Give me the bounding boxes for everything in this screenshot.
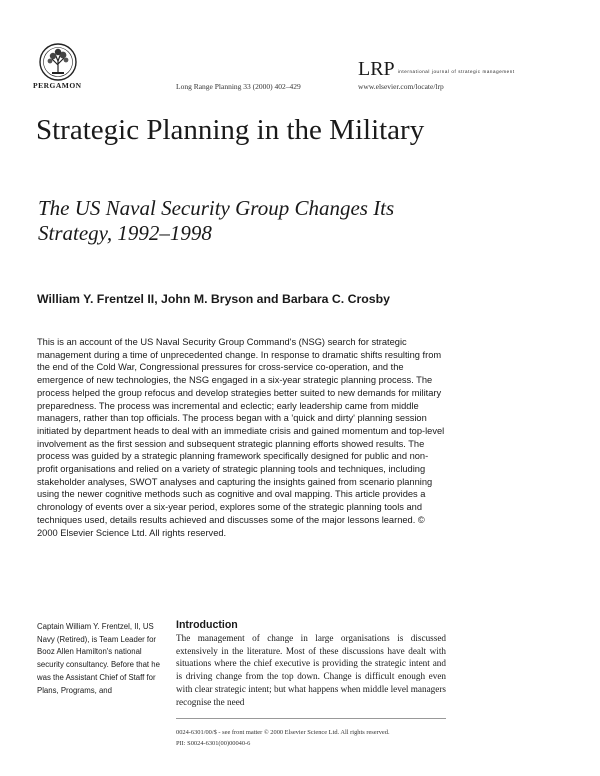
copyright-line: 0024-6301/00/$ - see front matter © 2000 Elsevier Science Ltd. All rights reserved. — [176, 729, 390, 736]
publisher-logo — [38, 42, 78, 82]
journal-logo-tagline: international journal of strategic management — [397, 69, 515, 74]
article-subtitle: The US Naval Security Group Changes Its Strategy, 1992–1998 — [38, 196, 395, 245]
pii-line: PII: S0024-6301(00)00040-6 — [176, 740, 251, 747]
journal-logo — [358, 58, 515, 81]
article-authors: William Y. Frentzel II, John M. Bryson and Barbara C. Crosby — [37, 292, 390, 306]
footer-divider — [176, 718, 446, 719]
journal-citation: Long Range Planning 33 (2000) 402–429 — [176, 82, 301, 91]
journal-logo-mark: LRP — [358, 58, 395, 80]
article-title: Strategic Planning in the Military — [36, 114, 425, 146]
elsevier-tree-logo-icon — [38, 42, 78, 82]
section-heading-introduction: Introduction — [176, 619, 238, 631]
abstract: This is an account of the US Naval Security Group Command's (NSG) search for strategic management during a time of unprecedented change. In response to dramatic shifts resulting from the end of the Cold War, Congressional pressures for cross-service co-operation, and the emergence of new technologies, the NSG engaged in a six-year strategic planning process. The process helped the group refocus and develop strategies better suited to new demands for military preparedness. The process was incremental and eclectic; early leadership came from middle managers, rather than top officials. The process began with a 'quick and dirty' planning session initiated by department heads to deal with an immediate crisis and gained momentum and top-level involvement as the first session and subsequent strategic planning efforts showed results. The process was guided by a strategic planning framework specifically designed for public and non-profit organisations and relied on a variety of strategic planning tools and techniques, including stakeholder analyses, SWOT analyses and capturing the insights gained from scenario planning using the newer cognitive methods such as cognitive and oval mapping. This article provides a chronology of events over a six-year period, explores some of the strategic planning tools and techniques used, details results achieved and discusses some of the major lessons learned. © 2000 Elsevier Science Ltd. All rights reserved. — [37, 337, 445, 538]
introduction-text: The management of change in large organisations is discussed extensively in the literature. Most of these discussions have dealt with situations where the chief executive is providing the strategic intent and is driving change from the top down. Change is difficult enough even with clear strategic intent; but what happens when middle level managers recognise the need — [176, 633, 446, 707]
author-bio-sidebar: Captain William Y. Frentzel, II, US Navy (Retired), is Team Leader for Booz Allen Hamilton's national security consultancy. Before that he was the Assistant Chief of Staff for Plans, Programs, and — [37, 622, 160, 695]
publisher-name: PERGAMON — [33, 81, 82, 90]
journal-url[interactable]: www.elsevier.com/locate/lrp — [358, 82, 444, 91]
